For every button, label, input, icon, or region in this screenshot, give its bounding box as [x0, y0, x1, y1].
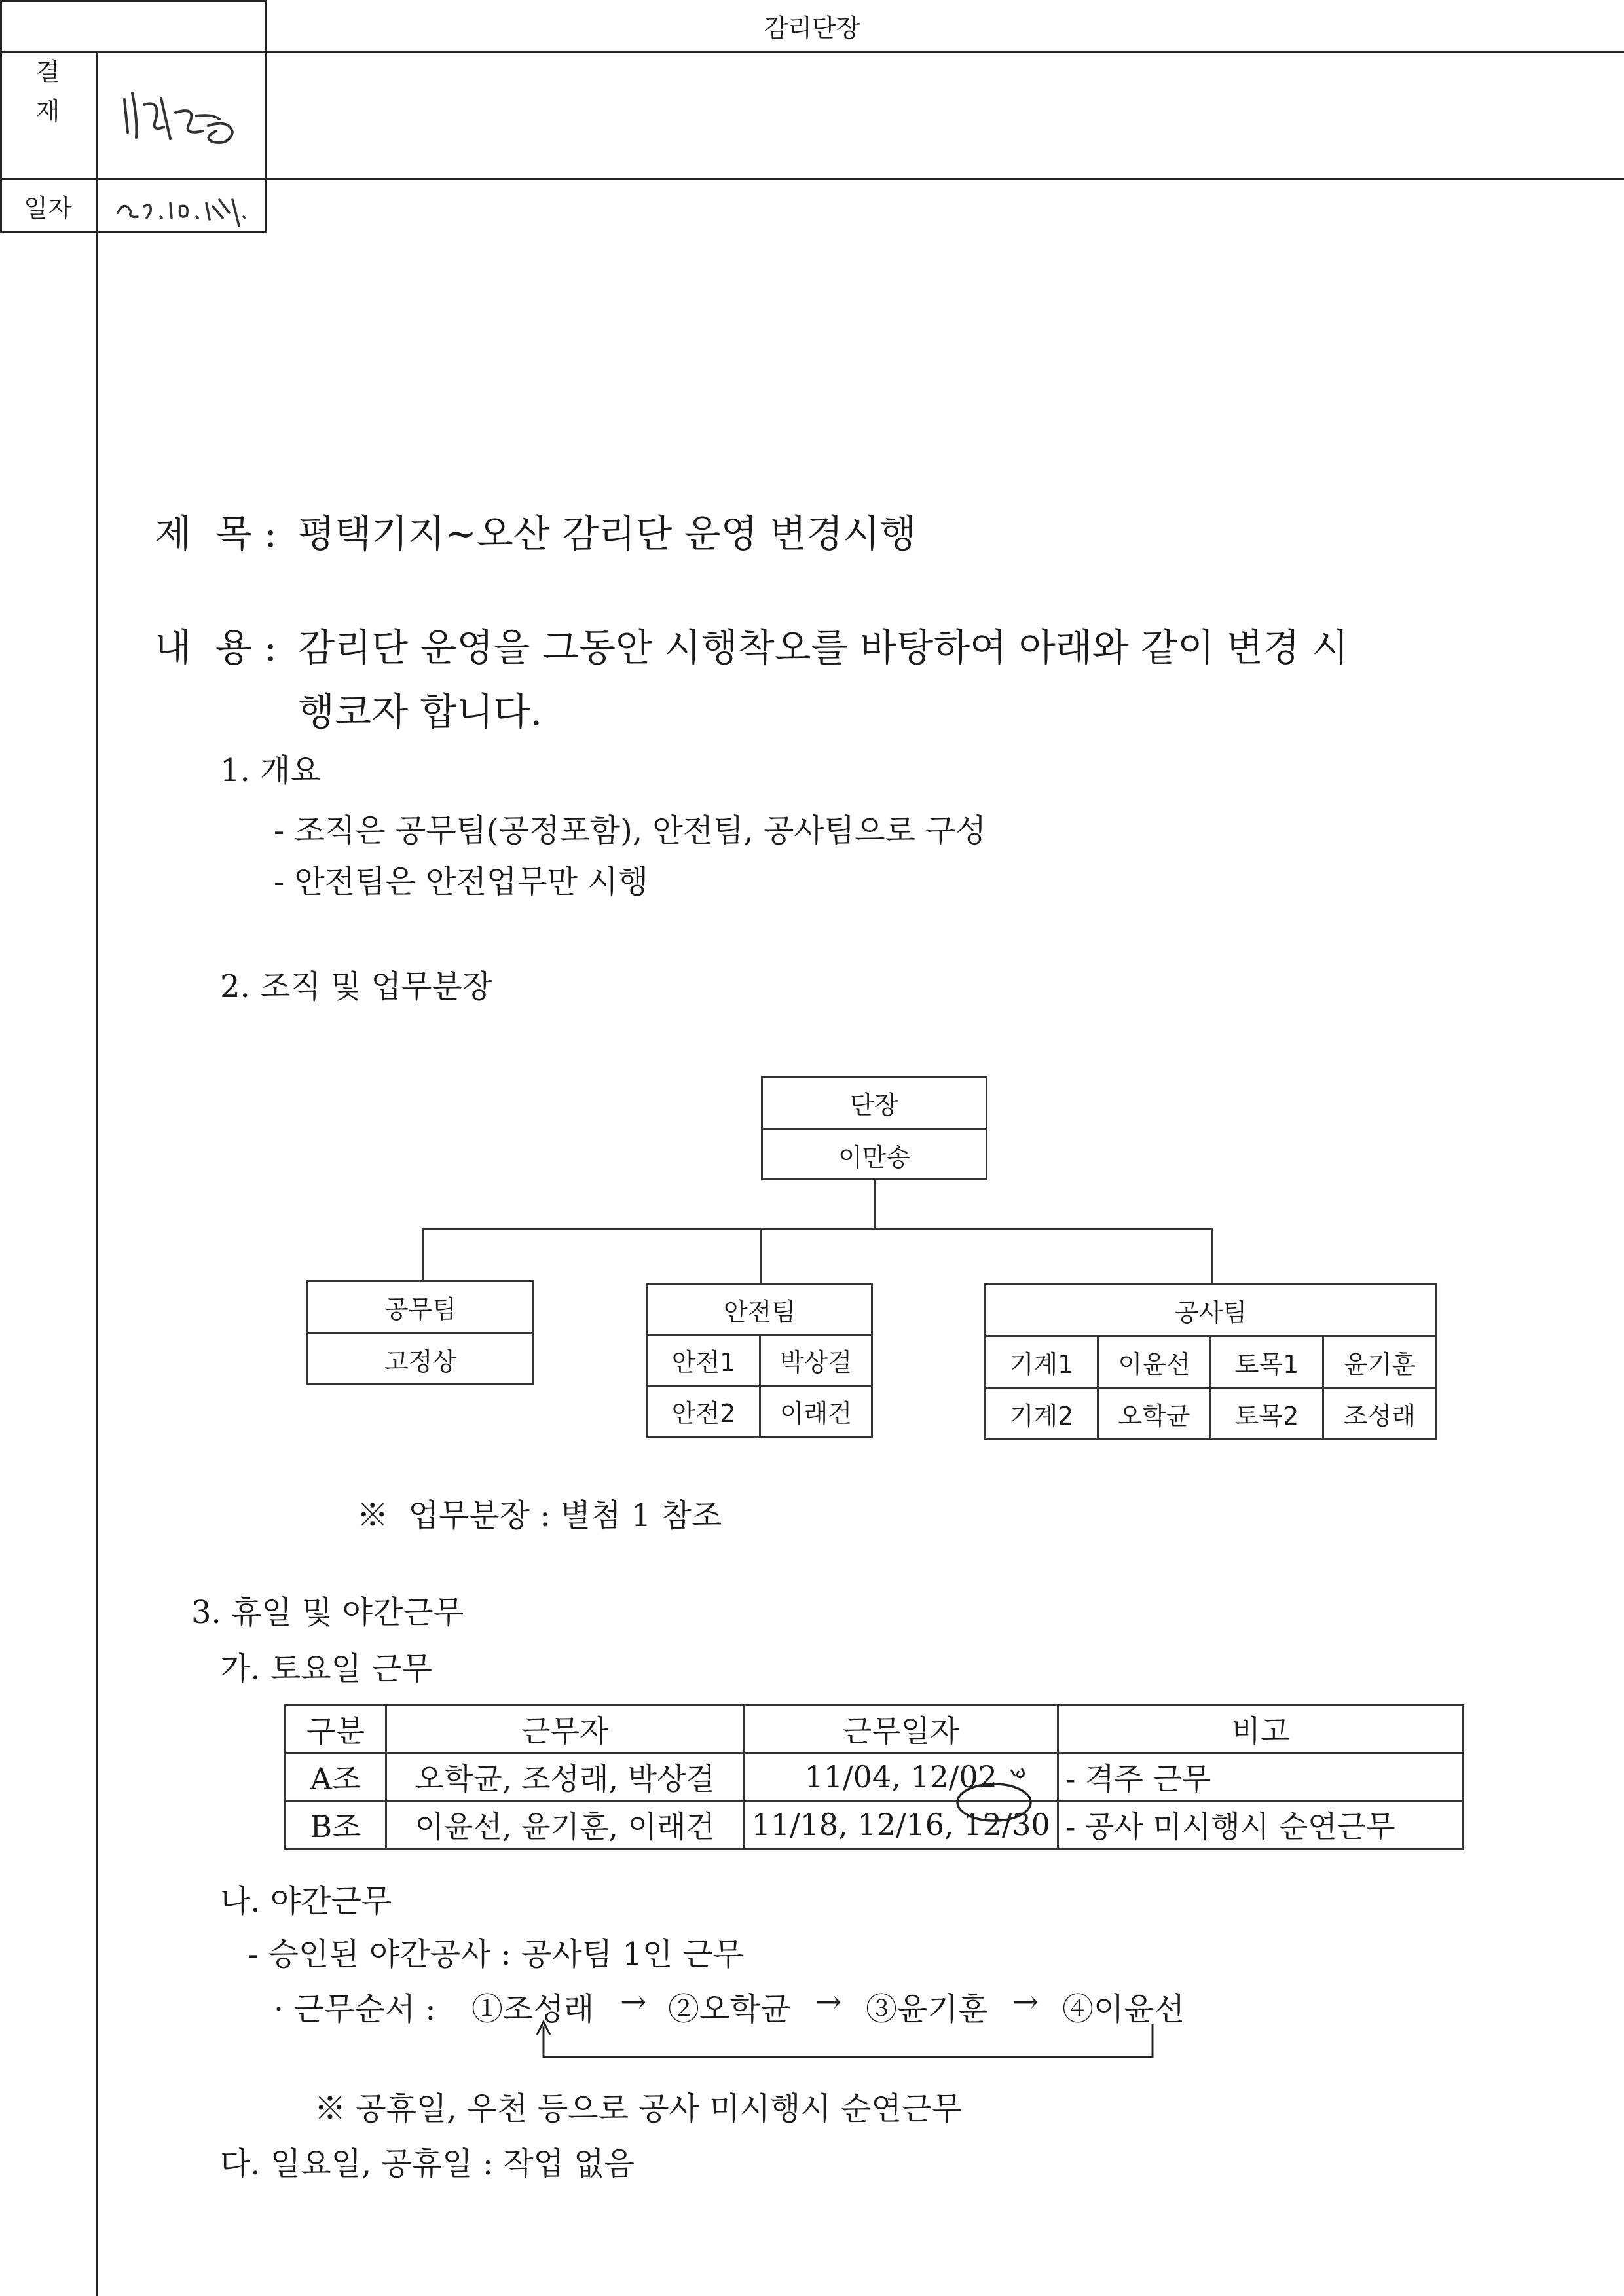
rotation-loop-arrow — [524, 2016, 1172, 2069]
section-3-da-heading: 다. 일요일, 공휴일 : 작업 없음 — [220, 2145, 635, 2182]
approval-header: 감리단장 — [0, 0, 1624, 53]
section-3-ga-heading: 가. 토요일 근무 — [220, 1650, 432, 1687]
handwritten-date — [98, 180, 265, 231]
org-gongsa-box — [984, 1283, 1437, 1440]
org-gongmu-box — [306, 1280, 534, 1385]
content-line-2: 행코자 합니다. — [298, 689, 543, 734]
org-anjeon-name-1: 박상걸 — [761, 1336, 871, 1387]
document-title: 평택기지~오산 감리단 운영 변경시행 — [298, 511, 917, 556]
section-2-note: ※ 업무분장 : 별첨 1 참조 — [357, 1497, 722, 1534]
org-anjeon-role-2: 안전2 — [648, 1387, 761, 1436]
org-gongmu-name: 고정상 — [384, 1347, 457, 1376]
org-head-box — [761, 1076, 987, 1180]
org-connector-anjeon — [760, 1228, 762, 1283]
approval-sign-label — [0, 52, 96, 131]
section-3-na-item: - 승인된 야간공사 : 공사팀 1인 근무 — [248, 1936, 744, 1973]
night-order-arrow: → — [1012, 1984, 1039, 2020]
handwritten-circle-mark — [943, 1757, 1035, 1823]
content-line-1: 감리단 운영을 그동안 시행착오를 바탕하여 아래와 같이 변경 시 — [298, 625, 1349, 670]
title-label: 제 목 : — [155, 511, 277, 556]
section-3-na-heading: 나. 야간근무 — [220, 1883, 392, 1920]
section-1-heading: 1. 개요 — [220, 752, 321, 789]
org-gongsa-cell: 기계1 — [986, 1337, 1099, 1389]
section-3-na-note: ※ 공휴일, 우천 등으로 공사 미시행시 순연근무 — [314, 2090, 963, 2127]
table-row — [286, 1753, 1464, 1801]
org-gongsa-cell: 조성래 — [1343, 1402, 1416, 1430]
org-anjeon-name-2: 이래건 — [779, 1399, 853, 1428]
night-order-2: ②오학균 — [668, 1991, 791, 2028]
table-cell: - 격주 근무 — [1058, 1753, 1463, 1801]
org-gongsa-cell: 토목1 — [1211, 1337, 1324, 1389]
section-2-heading: 2. 조직 및 업무분장 — [220, 968, 493, 1005]
night-order-arrow: → — [620, 1984, 647, 2020]
org-gongsa-title: 공사팀 — [986, 1285, 1435, 1337]
table-header-cell: 구분 — [286, 1705, 386, 1753]
section-1-item-1: - 조직은 공무팀(공정포함), 안전팀, 공사팀으로 구성 — [274, 812, 986, 849]
table-cell: 오학균, 조성래, 박상걸 — [386, 1753, 744, 1801]
night-order-3: ③윤기훈 — [866, 1991, 989, 2028]
org-head-name: 이만송 — [838, 1142, 911, 1172]
table-cell: A조 — [286, 1753, 386, 1801]
table-header-cell: 근무자 — [386, 1705, 744, 1753]
content-label: 내 용 : — [155, 625, 277, 670]
org-gongsa-cell: 이윤선 — [1099, 1337, 1211, 1389]
org-connector-horizontal — [422, 1228, 1213, 1230]
approval-sign-label-2: 재 — [35, 97, 60, 126]
saturday-schedule-table — [284, 1704, 1464, 1850]
night-order-label: · 근무순서 : — [274, 1991, 436, 2028]
approval-label-column — [0, 51, 98, 2296]
table-cell: 이윤선, 윤기훈, 이래건 — [386, 1801, 744, 1849]
org-gongsa-cell: 토목2 — [1211, 1389, 1324, 1438]
org-connector-vertical — [874, 1180, 876, 1230]
org-head-title: 단장 — [763, 1078, 986, 1130]
section-3-heading: 3. 휴일 및 야간근무 — [191, 1594, 464, 1631]
org-gongsa-cell: 윤기훈 — [1324, 1337, 1435, 1389]
approval-sign-label-1: 결 — [35, 58, 60, 86]
approval-box — [0, 0, 860, 233]
org-connector-gongsa — [1211, 1228, 1213, 1283]
org-connector-gongmu — [422, 1228, 424, 1283]
table-cell: 11/18, 12/16, 12/30 — [744, 1801, 1058, 1849]
org-anjeon-role-1: 안전1 — [648, 1336, 761, 1387]
table-cell: 11/04, 12/02 — [744, 1753, 1058, 1801]
org-gongsa-cell: 기계2 — [986, 1389, 1099, 1438]
org-anjeon-title: 안전팀 — [648, 1285, 871, 1336]
org-anjeon-box — [646, 1283, 873, 1438]
table-row — [286, 1801, 1464, 1849]
table-cell: - 공사 미시행시 순연근무 — [1058, 1801, 1463, 1849]
night-order-1: ①조성래 — [471, 1991, 595, 2028]
night-order-arrow: → — [815, 1984, 842, 2020]
section-1-item-2: - 안전팀은 안전업무만 시행 — [274, 864, 649, 900]
table-header-row — [286, 1705, 1464, 1753]
approval-date-label: 일자 — [24, 193, 72, 223]
table-header-cell: 비고 — [1058, 1705, 1463, 1753]
org-gongmu-title: 공무팀 — [308, 1282, 532, 1334]
handwritten-signature — [98, 54, 265, 175]
table-cell: B조 — [286, 1801, 386, 1849]
table-header-cell: 근무일자 — [744, 1705, 1058, 1753]
org-gongsa-cell: 오학균 — [1099, 1389, 1211, 1438]
night-order-4: ④이윤선 — [1062, 1991, 1185, 2028]
